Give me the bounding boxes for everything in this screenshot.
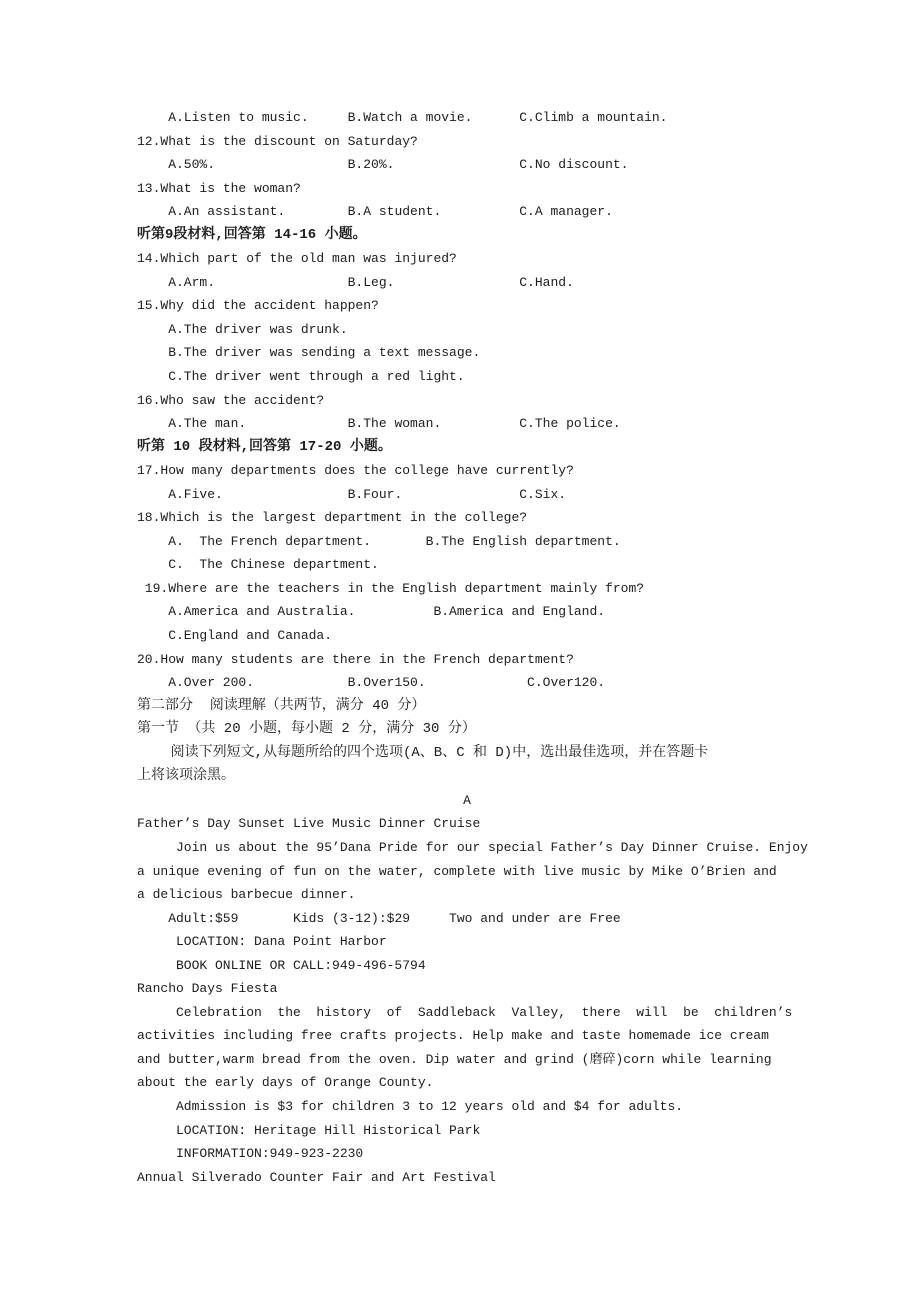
question: 20.How many students are there in the French department? [137, 651, 574, 667]
question: 18.Which is the largest department in the college? [137, 510, 528, 526]
location-line: LOCATION: Dana Point Harbor [176, 934, 387, 950]
listening-section-header: 听第 10 段材料,回答第 17-20 小题。 [137, 438, 392, 455]
instructions: 阅读下列短文,从每题所给的四个选项(A、B、C 和 D)中，选出最佳选项，并在答题卡 [170, 744, 709, 761]
question: 17.How many departments does the college have currently? [137, 463, 574, 479]
options-row: A.America and Australia. B.America and England. [168, 604, 606, 620]
question: 19.Where are the teachers in the English department mainly from? [144, 580, 645, 596]
admission-line: Admission is $3 for children 3 to 12 years old and $4 for adults. [176, 1098, 684, 1114]
options-row: A.Five. B.Four. C.Six. [168, 486, 567, 502]
options-row: A.Listen to music. B.Watch a movie. C.Climb a mountain. [168, 110, 668, 125]
paragraph: Join us about the 95’Dana Pride for our special Father’s Day Dinner Cruise. Enjoy [176, 839, 808, 855]
question: 15.Why did the accident happen? [137, 298, 379, 314]
question: 16.Who saw the accident? [137, 392, 325, 408]
question: 13.What is the woman? [137, 180, 301, 196]
instructions: 上将该项涂黑。 [137, 768, 235, 785]
price-line: Adult:$59 Kids (3-12):$29 Two and under are Free [168, 910, 621, 926]
option: C.England and Canada. [168, 628, 333, 644]
information-line: INFORMATION:949-923-2230 [176, 1146, 364, 1162]
booking-line: BOOK ONLINE OR CALL:949-496-5794 [176, 957, 426, 973]
paragraph: about the early days of Orange County. [137, 1075, 434, 1091]
options-row: A.Arm. B.Leg. C.Hand. [168, 274, 574, 290]
section-header: 第一节 （共 20 小题，每小题 2 分，满分 30 分） [137, 721, 476, 738]
paragraph: a delicious barbecue dinner. [137, 887, 356, 903]
document-content [137, 106, 808, 1189]
options-row: A. The French department. B.The English department. [168, 533, 621, 549]
question: 14.Which part of the old man was injured? [137, 251, 457, 267]
location-line: LOCATION: Heritage Hill Historical Park [176, 1122, 481, 1138]
part-header: 第二部分 阅读理解（共两节，满分 40 分） [137, 697, 426, 714]
options-row: A.The man. B.The woman. C.The police. [168, 416, 621, 432]
options-row: A.Over 200. B.Over150. C.Over120. [168, 675, 606, 691]
option: C.The driver went through a red light. [168, 369, 465, 385]
passage-title: Father’s Day Sunset Live Music Dinner Cruise [137, 816, 481, 832]
paragraph: Celebration the history of Saddleback Valley, there will be children’s [176, 1004, 793, 1020]
options-row: A.An assistant. B.A student. C.A manager. [168, 204, 613, 220]
passage-title: Annual Silverado Counter Fair and Art Festival [137, 1169, 496, 1185]
option: B.The driver was sending a text message. [168, 345, 481, 361]
passage-label: A [463, 792, 471, 808]
option: C. The Chinese department. [168, 557, 379, 573]
listening-section-header: 听第9段材料,回答第 14-16 小题。 [137, 226, 367, 243]
paragraph: and butter,warm bread from the oven. Dip water and grind (磨碎)corn while learning [137, 1051, 772, 1067]
passage-title: Rancho Days Fiesta [137, 981, 278, 997]
paragraph: activities including free crafts projects. Help make and taste homemade ice cream [137, 1028, 769, 1044]
question: 12.What is the discount on Saturday? [137, 133, 418, 149]
paragraph: a unique evening of fun on the water, complete with live music by Mike O’Brien and [137, 863, 777, 879]
option: A.The driver was drunk. [168, 321, 348, 337]
options-row: A.50%. B.20%. C.No discount. [168, 157, 629, 173]
